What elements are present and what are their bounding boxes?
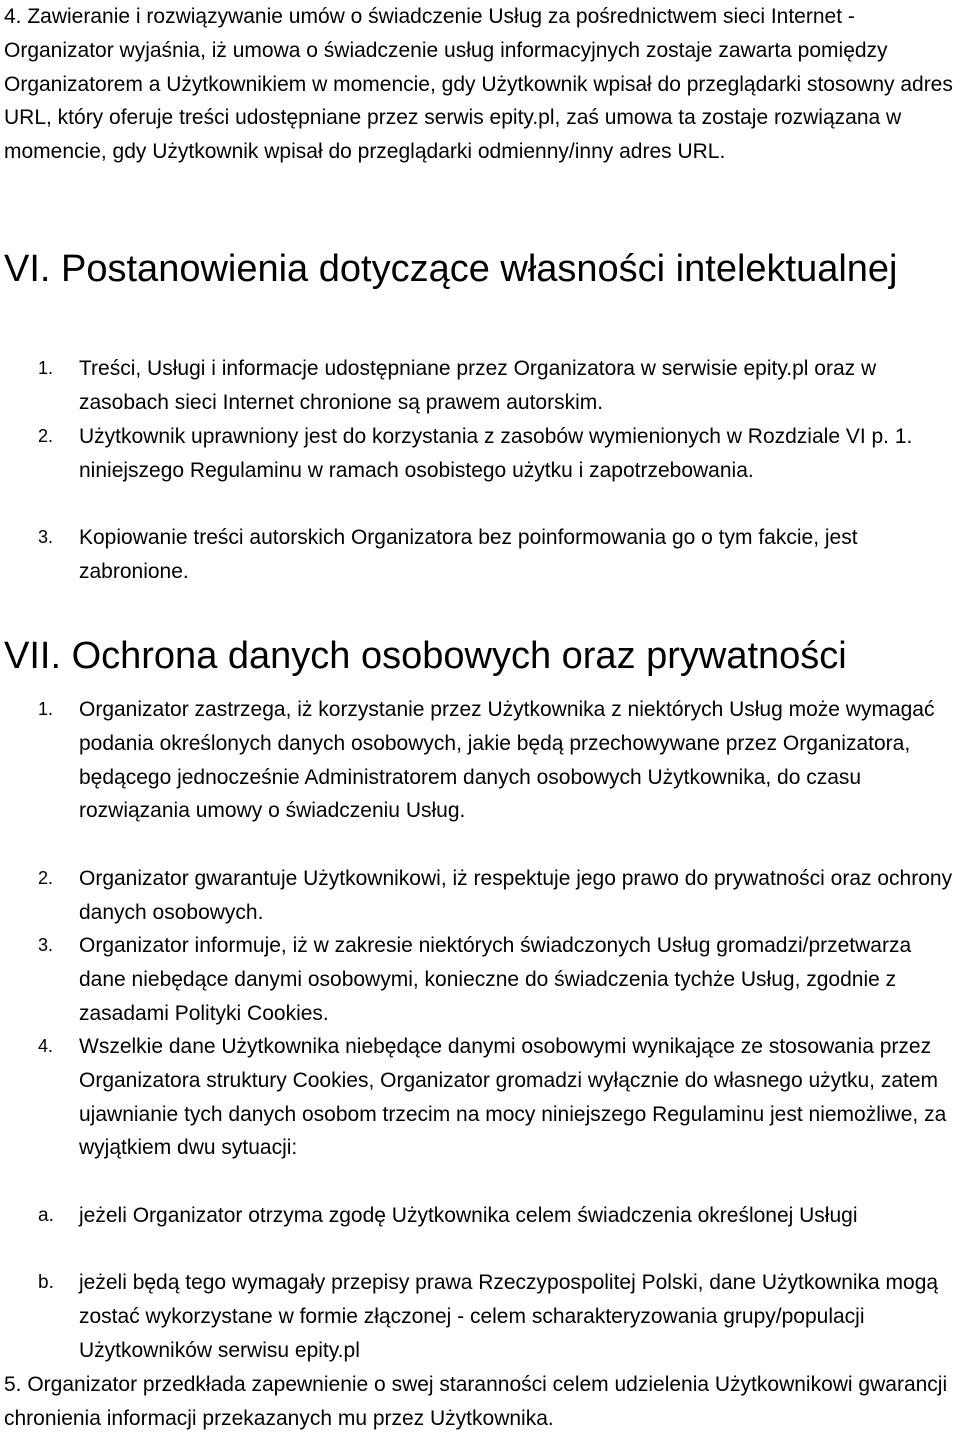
- section-vi-heading: VI. Postanowienia dotyczące własności intelektualnej: [4, 248, 898, 290]
- list-item-number: 2.: [38, 426, 54, 446]
- list-item-text: Użytkownik uprawniony jest do korzystania z zasobów wymienionych w Rozdziale VI p. 1. niniejszego Regulaminu w ramach osobistego użytku i zapotrzebowania.: [79, 425, 913, 482]
- list-item-number: 3.: [38, 527, 54, 547]
- list-item-number: 3.: [38, 935, 54, 955]
- list-item-letter: b.: [38, 1272, 54, 1293]
- paragraph-4: 4. Zawieranie i rozwiązywanie umów o świadczenie Usług za pośrednictwem sieci Internet - Organizator wyjaśnia, iż umowa o świadczenie usług informacyjnych zostaje zawarta pomiędzy Organizatorem a Użytkownikiem w momencie, gdy Użytkownik wpisał do przeglądarki stosowny adres URL, który oferuje treści udostępniane przez serwis epity.pl, zaś umowa ta zostaje rozwiązana w momencie, gdy Użytkownik wpisał do przeglądarki odmienny/inny adres URL.: [4, 5, 953, 164]
- list-item-text: Organizator gwarantuje Użytkownikowi, iż respektuje jego prawo do prywatności oraz ochrony danych osobowych.: [79, 867, 953, 924]
- list-item-text: jeżeli Organizator otrzyma zgodę Użytkownika celem świadczenia określonej Usługi: [79, 1204, 858, 1227]
- list-item-number: 2.: [38, 868, 54, 888]
- list-item-text: Organizator zastrzega, iż korzystanie przez Użytkownika z niektórych Usług może wymagać podania określonych danych osobowych, jakie będą przechowywane przez Organizatora, będącego jednocześnie Administratorem danych osobowych Użytkownika, do czasu rozwiązania umowy o świadczeniu Usług.: [79, 698, 935, 823]
- list-item-letter: a.: [38, 1205, 54, 1226]
- list-item-text: Wszelkie dane Użytkownika niebędące danymi osobowymi wynikające ze stosowania przez Organizatora struktury Cookies, Organizator gromadzi wyłącznie do własnego użytku, zatem ujawnianie tych danych osobom trzecim na mocy niniejszego Regulaminu jest niemożliwe, za wyjątkiem dwu sytuacji:: [79, 1035, 947, 1160]
- list-item-number: 4.: [38, 1036, 54, 1056]
- list-item-text: jeżeli będą tego wymagały przepisy prawa Rzeczypospolitej Polski, dane Użytkownika mogą zostać wykorzystane w formie złączonej - celem scharakteryzowania grupy/populacji Użytkowników serwisu epity.pl: [79, 1271, 939, 1362]
- list-item-text: Organizator informuje, iż w zakresie niektórych świadczonych Usług gromadzi/przetwarza dane niebędące danymi osobowymi, konieczne do świadczenia tychże Usług, zgodnie z zasadami Polityki Cookies.: [79, 934, 912, 1025]
- section-vii-heading: VII. Ochrona danych osobowych oraz prywatności: [4, 635, 847, 677]
- list-item-text: Treści, Usługi i informacje udostępniane przez Organizatora w serwisie epity.pl oraz w zasobach sieci Internet chronione są prawem autorskim.: [79, 357, 877, 414]
- list-item-number: 1.: [38, 699, 54, 719]
- list-item-number: 1.: [38, 358, 54, 378]
- list-item-text: Kopiowanie treści autorskich Organizatora bez poinformowania go o tym fakcie, jest zabronione.: [79, 526, 858, 583]
- paragraph-5: 5. Organizator przedkłada zapewnienie o swej staranności celem udzielenia Użytkownikowi gwarancji chronienia informacji przekazanych mu przez Użytkownika.: [4, 1373, 948, 1430]
